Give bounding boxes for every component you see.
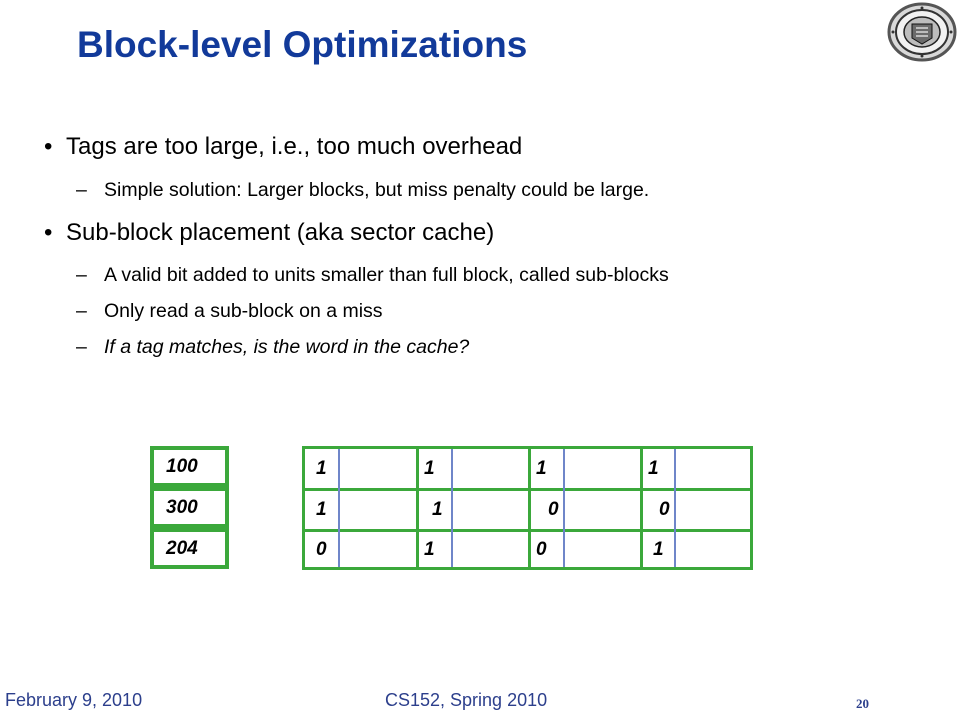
footer-course: CS152, Spring 2010	[385, 690, 548, 710]
sub-bullet-text: If a tag matches, is the word in the cache?	[104, 336, 470, 358]
sub-block-divider	[640, 446, 643, 570]
page-number: 20	[856, 696, 869, 711]
slide-title: Block-level Optimizations	[77, 24, 528, 65]
sub-block-divider	[416, 446, 419, 570]
sub-bullet-dash: –	[76, 264, 87, 286]
valid-bit: 0	[316, 539, 327, 560]
sub-block-divider	[528, 446, 531, 570]
bullet-text: Sub-block placement (aka sector cache)	[66, 219, 495, 246]
bullet-text: Tags are too large, i.e., too much overhead	[66, 133, 523, 160]
sub-bullet-dash: –	[76, 300, 87, 322]
valid-bit: 1	[536, 458, 547, 479]
sub-block-grid	[302, 446, 753, 570]
valid-bit: 0	[536, 539, 547, 560]
valid-bit-divider	[451, 449, 453, 567]
valid-bit-divider	[674, 449, 676, 567]
valid-bit: 1	[316, 499, 327, 520]
valid-bit: 1	[424, 539, 435, 560]
valid-bit: 0	[659, 499, 670, 520]
bullet-dot: •	[44, 133, 53, 160]
valid-bit-divider	[338, 449, 340, 567]
valid-bit-divider	[563, 449, 565, 567]
tag-cell: 300	[150, 487, 229, 528]
valid-bit: 1	[653, 539, 664, 560]
valid-bit: 1	[316, 458, 327, 479]
valid-bit: 1	[424, 458, 435, 479]
valid-bit: 1	[648, 458, 659, 479]
bullet-dot: •	[44, 219, 53, 246]
sub-bullet-dash: –	[76, 179, 87, 201]
sub-bullet-text: A valid bit added to units smaller than full block, called sub-blocks	[104, 264, 669, 286]
sub-bullet-text: Only read a sub-block on a miss	[104, 300, 383, 322]
sub-bullet-text: Simple solution: Larger blocks, but miss penalty could be large.	[104, 179, 650, 201]
footer-date: February 9, 2010	[5, 690, 143, 710]
valid-bit: 0	[548, 499, 559, 520]
valid-bit: 1	[432, 499, 443, 520]
tag-cell: 100	[150, 446, 229, 487]
sub-bullet-dash: –	[76, 336, 87, 358]
tag-cell: 204	[150, 528, 229, 569]
tag-column	[150, 446, 229, 569]
